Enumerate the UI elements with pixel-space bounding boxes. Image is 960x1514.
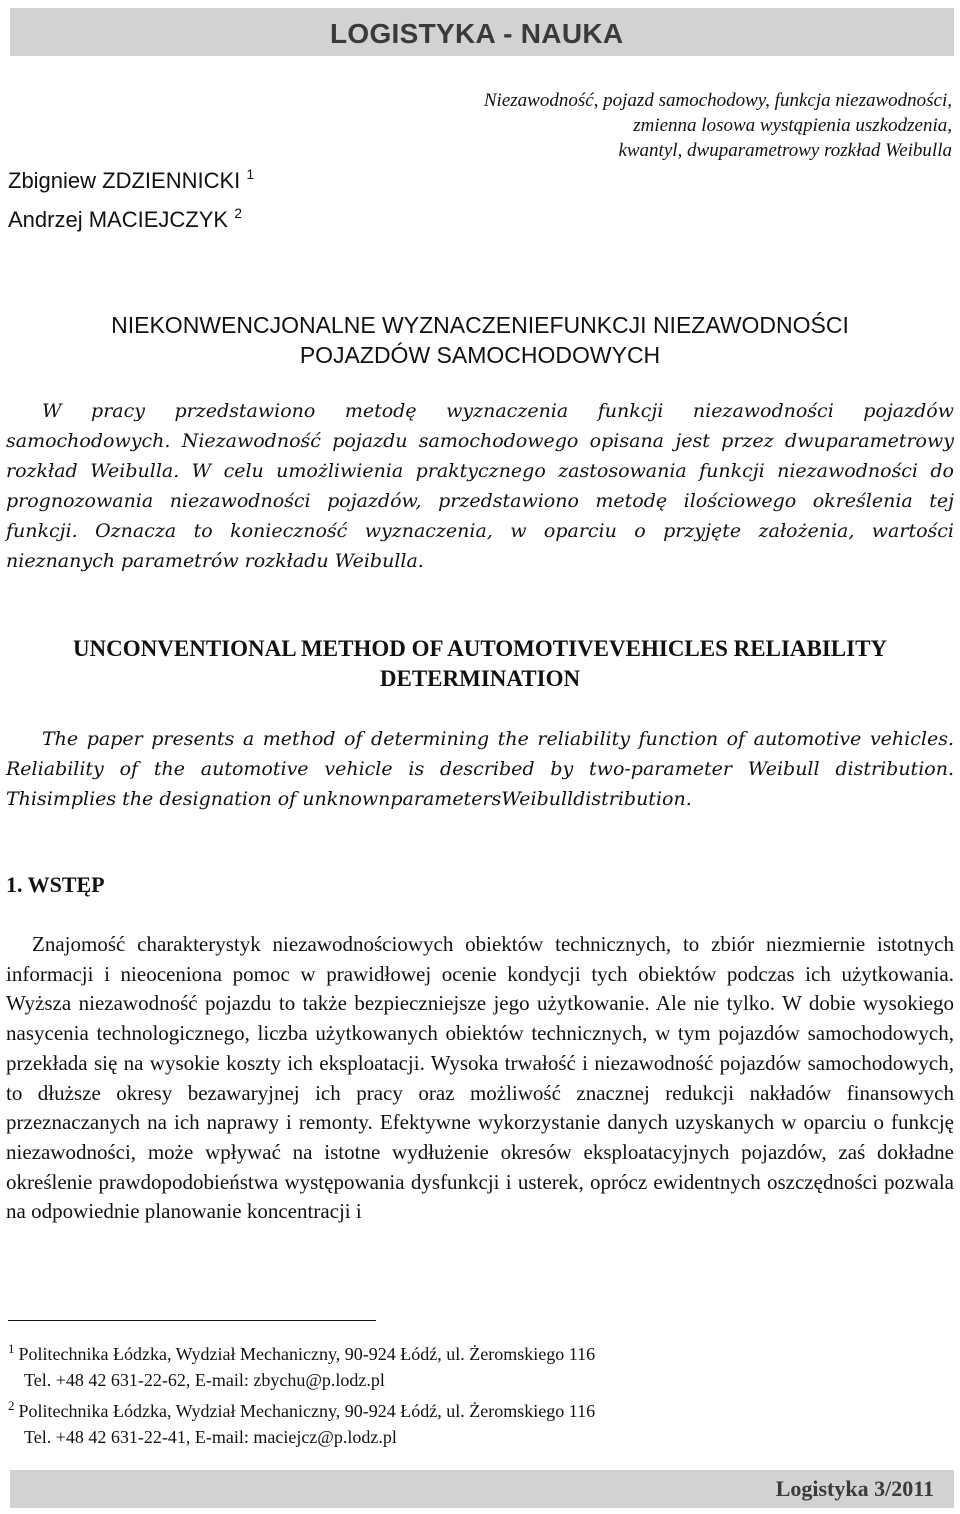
author	[8, 158, 254, 197]
title-line: UNCONVENTIONAL METHOD OF AUTOMOTIVEVEHICLES RELIABILITY	[72, 636, 888, 661]
issue-label: Logistyka 3/2011	[775, 1476, 934, 1501]
header-bar	[10, 8, 954, 56]
author-name: Zbigniew ZDZIENNICKI	[8, 168, 241, 193]
abstract-en: The paper presents a method of determining the reliability function of automotive vehicles. Reliability of the automotive vehicle is described by two-parameter Weibull distribution. Thisimplies the designation of unknownparametersWeibulldistribution.	[6, 728, 954, 810]
title-line: NIEKONWENCJONALNE WYZNACZENIEFUNKCJI NIEZAWODNOŚCI	[111, 312, 849, 338]
body-paragraph: Znajomość charakterystyk niezawodnościowych obiektów technicznych, to zbiór niezmiernie istotnych informacji i nieoceniona pomoc w prawidłowej ocenie kondycji tych obiektów podczas ich użytkowania. Wyższa niezawodność pojazdu to także bezpieczniejsze jego użytkowanie. Ale nie tylko. W dobie wysokiego nasycenia technologicznego, liczba użytkowanych obiektów technicznych, w tym pojazdów samochodowych, przekłada się na wysokie koszty ich eksploatacji. Wysoka trwałość i niezawodność pojazdów samochodowych, to dłuższe okresy bezawaryjnej ich pracy oraz możliwość znacznej redukcji nakładów finansowych przeznaczanych na ich naprawy i remonty. Efektywne wykorzystanie danych uzyskanych w oparciu o funkcję niezawodności, może wpływać na istotne wydłużenie okresów eksploatacyjnych pojazdów, zaś dokładne określenie prawdopodobieństwa występowania dysfunkcji i usterek, oprócz ewidentnych oszczędności pozwala na odpowiednie planowanie koncentracji i	[6, 932, 954, 1224]
author-affiliation-mark: 2	[234, 205, 242, 221]
footnote-divider	[8, 1320, 376, 1321]
paper-title-en	[10, 634, 950, 694]
footnote-affiliation: Politechnika Łódzka, Wydział Mechaniczny, 90-924 Łódź, ul. Żeromskiego 116	[18, 1344, 596, 1364]
section-heading: 1. WSTĘP	[6, 872, 105, 897]
author-affiliation-mark: 1	[246, 166, 255, 182]
keywords-line: zmienna losowa wystąpienia uszkodzenia,	[633, 115, 952, 136]
footnote-mark: 1	[8, 1341, 15, 1356]
footnote	[8, 1393, 595, 1424]
title-line: DETERMINATION	[379, 666, 581, 691]
footnote-contact: Tel. +48 42 631-22-62, E-mail: zbychu@p.lodz.pl	[24, 1370, 385, 1390]
keywords-line: Niezawodność, pojazd samochodowy, funkcja niezawodności,	[483, 90, 952, 111]
journal-title: LOGISTYKA - NAUKA	[330, 18, 624, 49]
footer-bar	[10, 1470, 954, 1508]
author	[8, 197, 254, 236]
title-line: POJAZDÓW SAMOCHODOWYCH	[299, 342, 661, 368]
footnote-mark: 2	[8, 1398, 15, 1413]
paper-title-pl	[10, 310, 950, 370]
footnote-contact: Tel. +48 42 631-22-41, E-mail: maciejcz@p.lodz.pl	[24, 1427, 397, 1447]
keywords-line: kwantyl, dwuparametrowy rozkład Weibulla	[618, 140, 952, 161]
abstract-pl: W pracy przedstawiono metodę wyznaczenia funkcji niezawodności pojazdów samochodowych. Niezawodność pojazdu samochodowego opisana jest przez dwuparametrowy rozkład Weibulla. W celu umożliwienia praktycznego zastosowania funkcji niezawodności do prognozowania niezawodności pojazdów, przedstawiono metodę ilościowego określenia tej funkcji. Oznacza to konieczność wyznaczenia, w oparciu o przyjęte założenia, wartości nieznanych parametrów rozkładu Weibulla.	[6, 400, 954, 572]
footnote	[8, 1336, 595, 1367]
authors	[8, 158, 254, 236]
footnote-affiliation: Politechnika Łódzka, Wydział Mechaniczny, 90-924 Łódź, ul. Żeromskiego 116	[18, 1401, 596, 1421]
keywords	[392, 88, 952, 163]
footnotes	[8, 1336, 595, 1450]
author-name: Andrzej MACIEJCZYK	[8, 207, 229, 232]
